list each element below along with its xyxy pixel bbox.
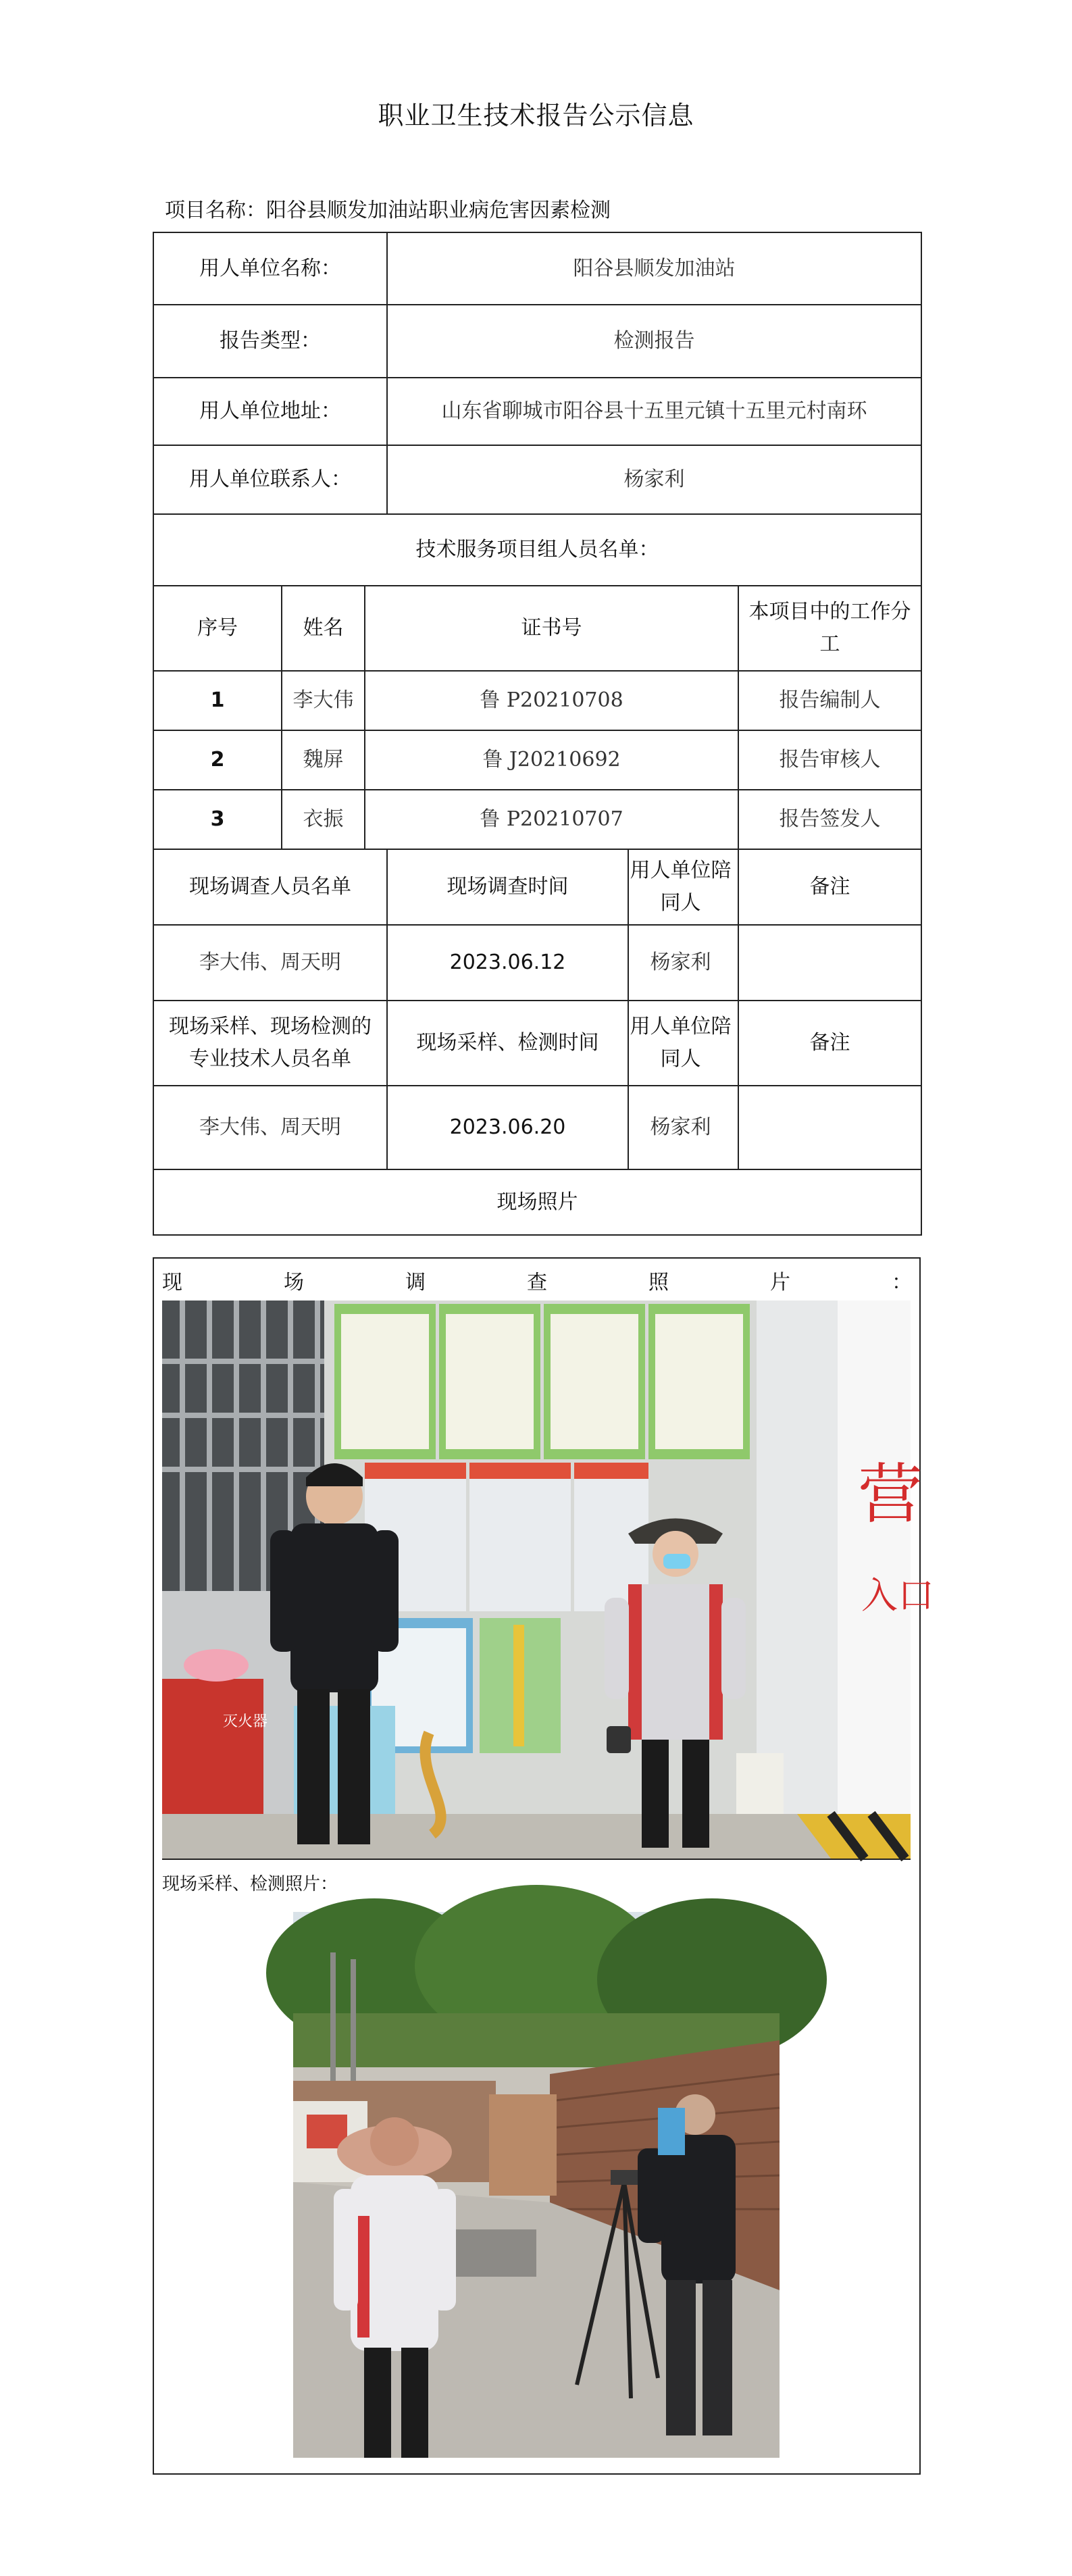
sampling-escort: 杨家利 [650, 1115, 711, 1139]
report-type-label: 报告类型： [153, 305, 387, 378]
sampling-escort-header: 用人单位陪同人 [630, 1015, 732, 1071]
sampling-photo-label: 现场采样、检测照片： [162, 1874, 338, 1894]
survey-photo-char: 查 [527, 1271, 547, 1294]
team-row-cert: 鲁 P20210708 [365, 671, 738, 730]
team-row-role: 报告编制人 [738, 671, 921, 730]
sampling-header-note: 备注 [738, 1001, 921, 1086]
survey-header-date [387, 849, 738, 925]
address-value: 山东省聊城市阳谷县十五里元镇十五里元村南环 [387, 378, 921, 445]
team-row-no: 3 [153, 790, 282, 849]
sign-text: 营 [858, 1457, 923, 1532]
team-header-role: 本项目中的工作分工 [738, 586, 921, 671]
survey-date-header: 现场调查时间 [388, 849, 629, 925]
unit-name-value: 阳谷县顺发加油站 [387, 232, 921, 305]
page-title: 职业卫生技术报告公示信息 [378, 101, 694, 130]
team-header-name: 姓名 [282, 586, 365, 671]
survey-photo-char: ： [892, 1271, 912, 1294]
team-header-cert: 证书号 [365, 586, 738, 671]
photos-heading: 现场照片 [153, 1169, 921, 1235]
team-heading: 技术服务项目组人员名单： [153, 514, 921, 586]
team-row-no: 2 [153, 730, 282, 790]
sampling-header-date-cell [387, 1001, 738, 1086]
sampling-header-staff: 现场采样、现场检测的专业技术人员名单 [153, 1001, 387, 1086]
contact-value: 杨家利 [387, 445, 921, 514]
extinguisher-text: 灭火器 [223, 1713, 268, 1730]
team-header-no: 序号 [153, 586, 282, 671]
report-type-value: 检测报告 [387, 305, 921, 378]
survey-staff: 李大伟、周天明 [153, 925, 387, 1001]
info-table [153, 232, 922, 1236]
survey-header-note: 备注 [738, 849, 921, 925]
sampling-date: 2023.06.20 [388, 1086, 629, 1169]
photo-section [153, 1257, 934, 2475]
team-row-role: 报告签发人 [738, 790, 921, 849]
team-row-name: 魏屏 [282, 730, 365, 790]
survey-photo-char: 现 [162, 1271, 182, 1294]
survey-photo-char: 场 [284, 1271, 304, 1294]
survey-photo-char: 调 [405, 1271, 426, 1294]
team-row-no: 1 [153, 671, 282, 730]
survey-photo-char: 照 [648, 1271, 669, 1294]
survey-note [738, 925, 921, 1001]
team-row-name: 衣振 [282, 790, 365, 849]
team-row-role: 报告审核人 [738, 730, 921, 790]
survey-header-staff: 现场调查人员名单 [153, 849, 387, 925]
survey-date: 2023.06.12 [388, 925, 629, 1001]
team-row-cert: 鲁 P20210707 [365, 790, 738, 849]
sign-text-2: 入口 [861, 1574, 934, 1617]
survey-photo-char: 片 [770, 1271, 790, 1294]
survey-escort-header: 用人单位陪同人 [630, 859, 732, 915]
sampling-photo [293, 1912, 780, 2458]
sampling-date-header: 现场采样、检测时间 [388, 1001, 629, 1086]
project-name: 项目名称：阳谷县顺发加油站职业病危害因素检测 [165, 199, 611, 222]
unit-name-label: 用人单位名称： [153, 232, 387, 305]
address-label: 用人单位地址： [153, 378, 387, 445]
team-row-cert: 鲁 J20210692 [365, 730, 738, 790]
survey-date-cell [387, 925, 738, 1001]
survey-escort: 杨家利 [650, 951, 711, 974]
sampling-date-cell [387, 1086, 738, 1169]
survey-photo [162, 1300, 934, 1860]
survey-photo-label [162, 1265, 912, 1295]
team-row-name: 李大伟 [282, 671, 365, 730]
sampling-note [738, 1086, 921, 1169]
sampling-staff: 李大伟、周天明 [153, 1086, 387, 1169]
contact-label: 用人单位联系人： [153, 445, 387, 514]
